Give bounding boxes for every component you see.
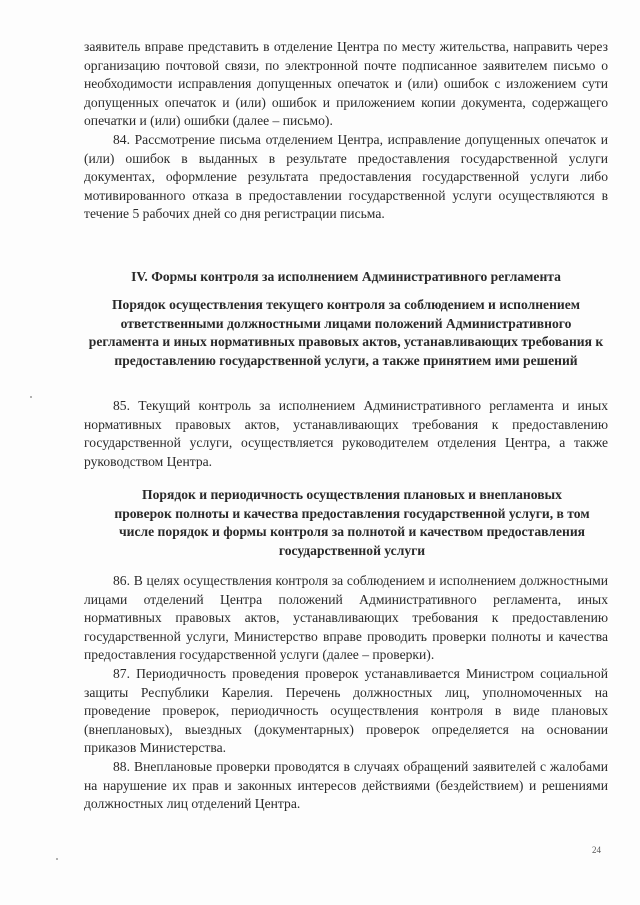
page-number: 24	[592, 845, 601, 855]
subheading-current-control: Порядок осуществления текущего контроля за соблюдением и исполнением ответственными должностными лицами положений Административного регламента и иных нормативных правовых актов, устанавливающих требования к предоставлению государственной услуги, а также принятием ими решений	[88, 297, 604, 368]
scan-speck	[30, 396, 32, 398]
paragraph-85: 85. Текущий контроль за исполнением Административного регламента и иных нормативных правовых актов, устанавливающих требования к предоставлению государственной услуги, осуществляется руководителем отделения Центра, а также руководством Центра.	[84, 398, 608, 469]
paragraph-87: 87. Периодичность проведения проверок устанавливается Министром социальной защиты Республики Карелия. Перечень должностных лиц, уполномоченных на проведение проверок, периодичность осуществления контроля в виде плановых (внеплановых), выездных (документарных) проверок определяется на основании приказов Министерства.	[84, 665, 608, 756]
paragraph-85-block	[84, 397, 608, 471]
section-heading: IV. Формы контроля за исполнением Административного регламента	[131, 269, 561, 284]
paragraph-84: 84. Рассмотрение письма отделением Центра, исправление допущенных опечаток и (или) ошибок в выданных в результате предоставления государственной услуги документах, оформление результата предоставления государственной услуги либо мотивированного отказа в предоставлении государственной услуги осуществляются в течение 5 рабочих дней со дня регистрации письма.	[84, 131, 608, 222]
paragraph-86: 86. В целях осуществления контроля за соблюдением и исполнением должностными лицами отделений Центра положений Административного регламента, иных нормативных правовых актов, устанавливающих требования к предоставлению государственной услуги, Министерство вправе проводить проверки полноты и качества предоставления государственной услуги (далее – проверки).	[84, 573, 608, 663]
paragraph-continuation: заявитель вправе представить в отделение Центра по месту жительства, направить через организацию почтовой связи, по электронной почте подписанное заявителем письмо о необходимости исправления допущенных опечаток и (или) ошибок с изложением сути допущенных опечаток и (или) ошибок и приложением копии документа, содержащего опечатки и (или) ошибки (далее – письмо).	[84, 39, 608, 129]
paragraphs-86-88-block	[84, 572, 608, 814]
paragraph-top-block	[84, 38, 608, 224]
scan-speck	[56, 858, 58, 860]
subheading-inspections: Порядок и периодичность осуществления плановых и внеплановых проверок полноты и качества предоставления государственной услуги, в том числе порядок и формы контроля за полнотой и качеством предоставления государственной услуги	[114, 487, 590, 558]
paragraph-88: 88. Внеплановые проверки проводятся в случаях обращений заявителей с жалобами на нарушение их прав и законных интересов действиями (бездействием) и решениями должностных лиц отделений Центра.	[84, 758, 608, 812]
